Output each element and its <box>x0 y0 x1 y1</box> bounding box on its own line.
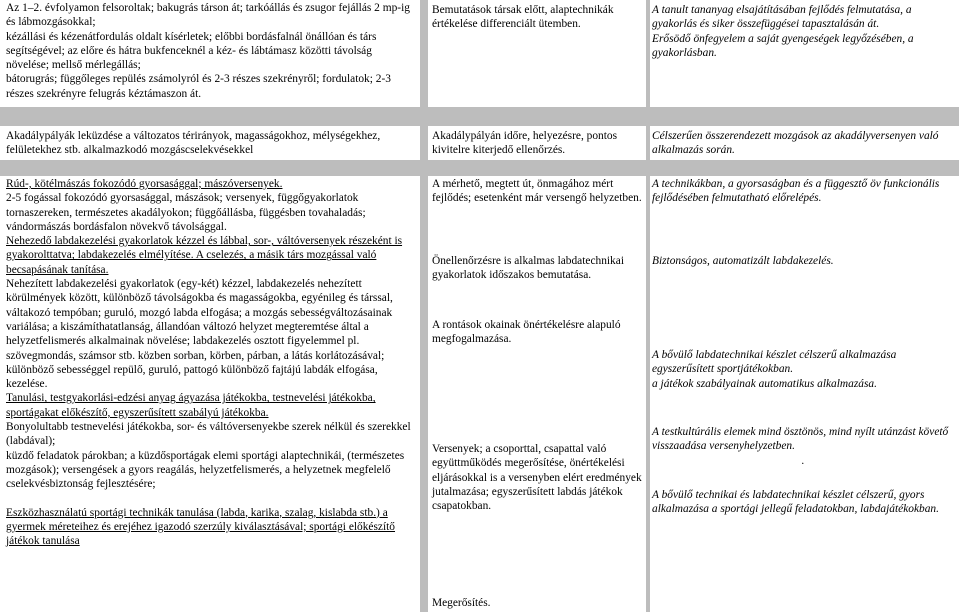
row3-col1-p1: Rúd-, kötélmászás fokozódó gyorsasággal; mászóversenyek. <box>6 178 283 190</box>
row3-col1-p8: Eszközhasználatú sportági technikák tanulása (labda, karika, szalag, kislabda stb.) a gyermek méreteihez és erejéhez igazodó szerzúly kiválasztásával; sportági előkészítő játékok tanulása <box>6 506 396 548</box>
row2-col1-cell <box>6 129 414 158</box>
row1-col2-p1: Bemutatások társak előtt, alaptechnikák értékelése differenciált ütemben. <box>432 4 614 31</box>
row1-col2-cell <box>432 3 644 32</box>
row2-col1-p1: Akadálypályák leküzdése a változatos térirányok, magasságokhoz, mélységekhez, felületekhez stb. alkalmazkodó mozgáscselekvésekkel <box>6 130 381 157</box>
row1-col1-p3: bátorugrás; függőleges repülés zsámolyról és 2-3 részes szekrényről; fordulatok; 2-3 részes szekrényre felugrás kéztámaszon át. <box>6 73 391 100</box>
row3-col2-c <box>432 318 644 347</box>
row2-divider <box>0 160 959 176</box>
row3-col3-p2: Biztonságos, automatizált labdakezelés. <box>652 255 834 267</box>
row3-col1-p7: küzdő feladatok párokban; a küzdősportágak elemi sportági alaptechnikái, (természetes mozgások); versengések a gyors reagálás, helyzetfelismerés, a helyzetnek megfelelő cselekvésbiztonság fejlesztésére; <box>6 449 405 491</box>
row3-col2-p4: Versenyek; a csoporttal, csapattal való együttműködés megerősítése, önértékelési eljárásokkal is a versenyben elért eredmények jutalmazása; egyszerűsített labdás játékok csapatokban. <box>432 443 642 513</box>
row3-col2-e <box>432 596 644 610</box>
row3-col3-d <box>652 425 954 468</box>
row3-col2-d <box>432 442 644 513</box>
row3-col3-p3: A bővülő labdatechnikai készlet célszerű alkalmazása egyszerűsített sportjátékokban. <box>652 349 897 376</box>
row3-col2-p3: A rontások okainak önértékelésre alapuló megfogalmazása. <box>432 319 621 346</box>
row1-col1-p2: kézállási és kézenátfordulás oldalt kísérletek; előbbi bordásfalnál önállóan és társ segítségével; az előre és hátra bukfenceknél a kéz- és lábtámasz közötti távolság növelése; mellső mérlegállás; <box>6 30 377 72</box>
row1-col1-cell <box>6 1 414 101</box>
row3-col2-b <box>432 254 644 283</box>
row1-col3-cell <box>652 3 954 60</box>
row3-col3-p5: A testkultúrális elemek mind ösztönös, mind nyílt utánzást követő visszaadása versenyhelyzetben. <box>652 426 949 453</box>
row3-col2-p5: Megerősítés. <box>432 597 491 609</box>
row3-col3-p7: A bővülő technikai és labdatechnikai készlet célszerű, gyors alkalmazása a sportági jellegű feladatokban, labdajátékokban. <box>652 489 939 516</box>
row3-col1-p3: Nehezedő labdakezelési gyakorlatok kézzel és lábbal, sor-, váltóversenyek részeként is gyakorolttatva; labdakezelés elmélyítése. A cselezés, a másik társ mozgással való becsapásának tanítása. <box>6 235 403 276</box>
row3-col3-c <box>652 348 954 391</box>
row3-col1-p5: Tanulási, testgyakorlási-edzési anyag ágyazása játékokba, testnevelési játékokba, sportágakat előkészítő, egyszerűsített szabályú játékokba. <box>6 392 376 419</box>
row1-col1-p1: Az 1–2. évfolyamon felsoroltak; bakugrás társon át; tarkóállás és zsugor fejállás 2 mp-ig és lábmozgásokkal; <box>6 2 410 29</box>
row3-col2-a <box>432 177 644 206</box>
row3-col1-p2: 2-5 fogással fokozódó gyorsasággal, mászások; versenyek, függőgyakorlatok tornaszereken, természetes akadályokon; függőállásba, függésben tovahaladás; vándormászás bordásfalon növekvő távolsággal. <box>6 192 366 233</box>
row3-col1-p4: Nehezített labdakezelési gyakorlatok (egy-két) kézzel, labdakezelés nehezített körülmények között, különböző távolságokba és magasságokba, egyénileg és társsal, váltakozó tempóban; guruló, mozgó labda elfogása; a mozgás sebességváltozásainak variálása; a kiszámíthatatlanság, állandóan változó helyzet megteremtése által a helyzetfelismerés alkalmainak növelése; labdakezelés osztott figyelemmel pl. szövegmondás, számsor stb. közben sorban, körben, párban, a látás korlátozásával; különböző sebességgel repülő, guruló, pattogó különböző fajtájú labdák elfogása, kezelése. <box>6 278 393 391</box>
row2-col3-cell <box>652 129 954 158</box>
row3-col3-a <box>652 177 954 206</box>
row3-col3-p1: A technikákban, a gyorsaságban és a függesztő öv funkcionális fejlődésében felmutatható előrelépés. <box>652 178 940 205</box>
row2-col2-cell <box>432 129 644 158</box>
row1-divider <box>0 107 959 126</box>
row3-col1-cell <box>6 177 414 548</box>
row2-col2-p1: Akadálypályán időre, helyezésre, pontos kivitelre kiterjedő ellenőrzés. <box>432 130 618 157</box>
row3-col2-p2: Önellenőrzésre is alkalmas labdatechnikai gyakorlatok időszakos bemutatása. <box>432 255 624 282</box>
row3-col3-e <box>652 488 954 517</box>
row3-col2-p1: A mérhető, megtett út, önmagához mért fejlődés; esetenként már versengő helyzetben. <box>432 178 642 205</box>
row1-col3-p1: A tanult tananyag elsajátításában fejlődés felmutatása, a gyakorlás és siker összefüggései tapasztalásán át. <box>652 4 912 31</box>
col1-divider <box>420 0 428 612</box>
row3-col3-p4: a játékok szabályainak automatikus alkalmazása. <box>652 377 877 390</box>
row2-col3-p1: Célszerűen összerendezett mozgások az akadályversenyen való alkalmazás során. <box>652 130 939 157</box>
row3-col1-p6: Bonyolultabb testnevelési játékokba, sor- és váltóversenyekbe szerek nélkül és szerekkel (labdával); <box>6 421 411 448</box>
col2-divider <box>646 0 650 612</box>
row3-col3-b <box>652 254 954 268</box>
row1-col3-p2: Erősödő önfegyelem a saját gyengeségek legyőzésében, a gyakorlásban. <box>652 32 914 59</box>
row3-col3-p6: . <box>801 454 805 467</box>
